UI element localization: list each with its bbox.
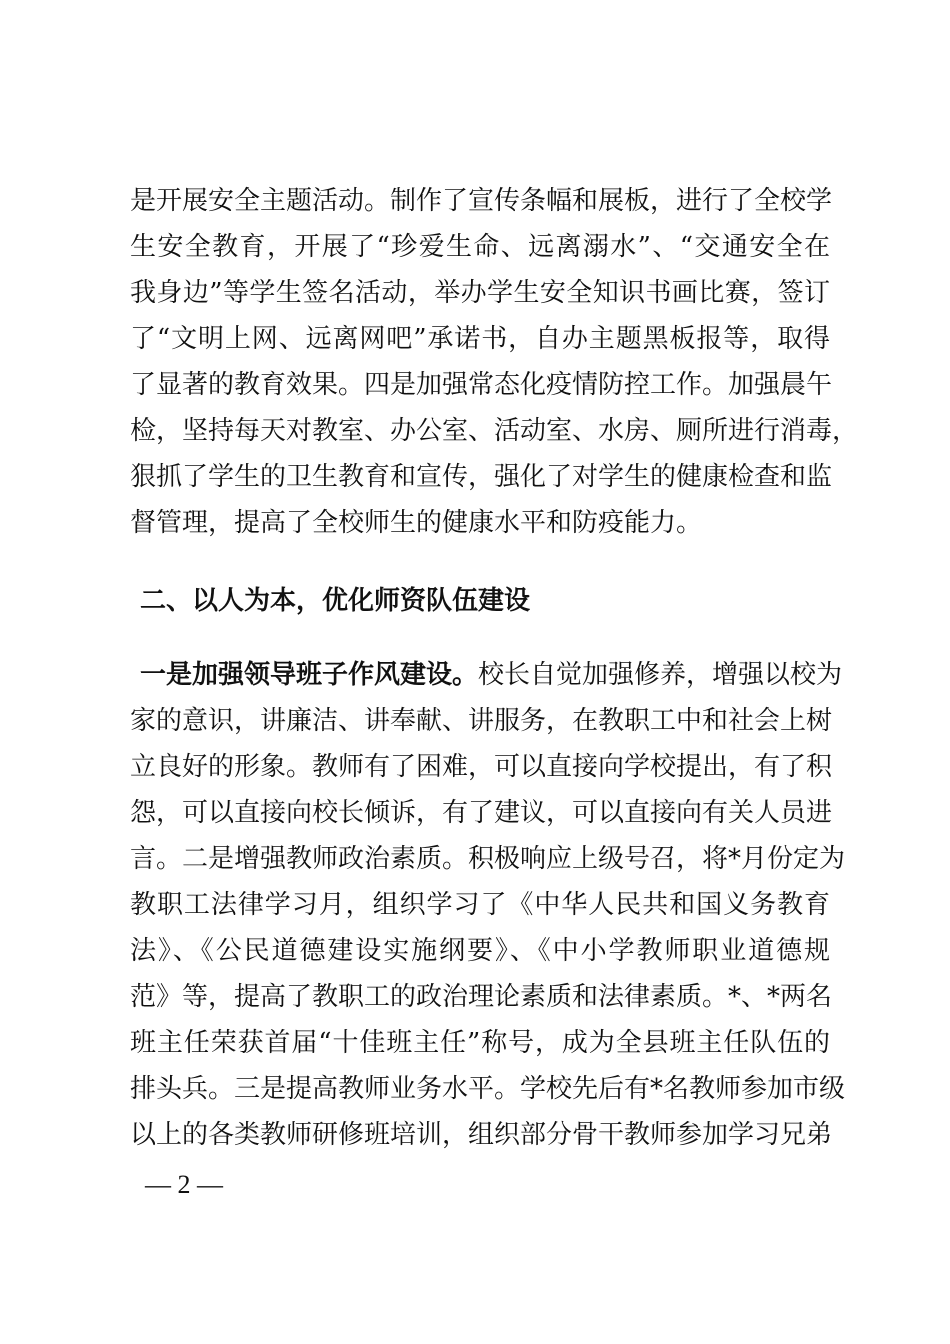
- paragraph-line: 范》等，提高了教职工的政治理论素质和法律素质。*、*两名: [130, 982, 833, 1012]
- paragraph-line: 狠抓了学生的卫生教育和宣传，强化了对学生的健康检查和监: [130, 462, 833, 492]
- section-heading: 二、以人为本，优化师资队伍建设: [140, 586, 531, 616]
- paragraph-line: 督管理，提高了全校师生的健康水平和防疫能力。: [130, 508, 703, 538]
- paragraph-line: 怨，可以直接向校长倾诉，有了建议，可以直接向有关人员进: [130, 798, 833, 828]
- paragraph-line: 生安全教育，开展了“珍爱生命、远离溺水”、“交通安全在: [130, 232, 830, 262]
- paragraph-line: 教职工法律学习月，组织学习了《中华人民共和国义务教育: [130, 890, 830, 920]
- paragraph-lead-bold: 一是加强领导班子作风建设。: [140, 660, 479, 690]
- paragraph-line: 排头兵。三是提高教师业务水平。学校先后有*名教师参加市级: [130, 1074, 846, 1104]
- paragraph-line: 立良好的形象。教师有了困难，可以直接向学校提出，有了积: [130, 752, 833, 782]
- page-number: — 2 —: [145, 1170, 223, 1199]
- paragraph-line: 检，坚持每天对教室、办公室、活动室、水房、厕所进行消毒，: [130, 416, 859, 446]
- paragraph-line: 了“文明上网、远离网吧”承诺书，自办主题黑板报等，取得: [130, 324, 830, 354]
- paragraph-line: 班主任荣获首届“十佳班主任”称号，成为全县班主任队伍的: [130, 1028, 830, 1058]
- paragraph-line: 我身边”等学生签名活动，举办学生安全知识书画比赛，签订: [130, 278, 830, 308]
- paragraph-line: 言。二是增强教师政治素质。积极响应上级号召，将*月份定为: [130, 844, 846, 874]
- paragraph-first-line: [140, 652, 843, 698]
- paragraph-line: 法》、《公民道德建设实施纲要》、《中小学教师职业道德规: [130, 936, 830, 966]
- paragraph-line: 以上的各类教师研修班培训，组织部分骨干教师参加学习兄弟: [130, 1120, 833, 1150]
- paragraph-line: 了显著的教育效果。四是加强常态化疫情防控工作。加强晨午: [130, 370, 833, 400]
- paragraph-lead-rest: 校长自觉加强修养，增强以校为: [478, 660, 843, 690]
- paragraph-line: 是开展安全主题活动。制作了宣传条幅和展板，进行了全校学: [130, 186, 833, 216]
- paragraph-line: 家的意识，讲廉洁、讲奉献、讲服务，在教职工中和社会上树: [130, 706, 833, 736]
